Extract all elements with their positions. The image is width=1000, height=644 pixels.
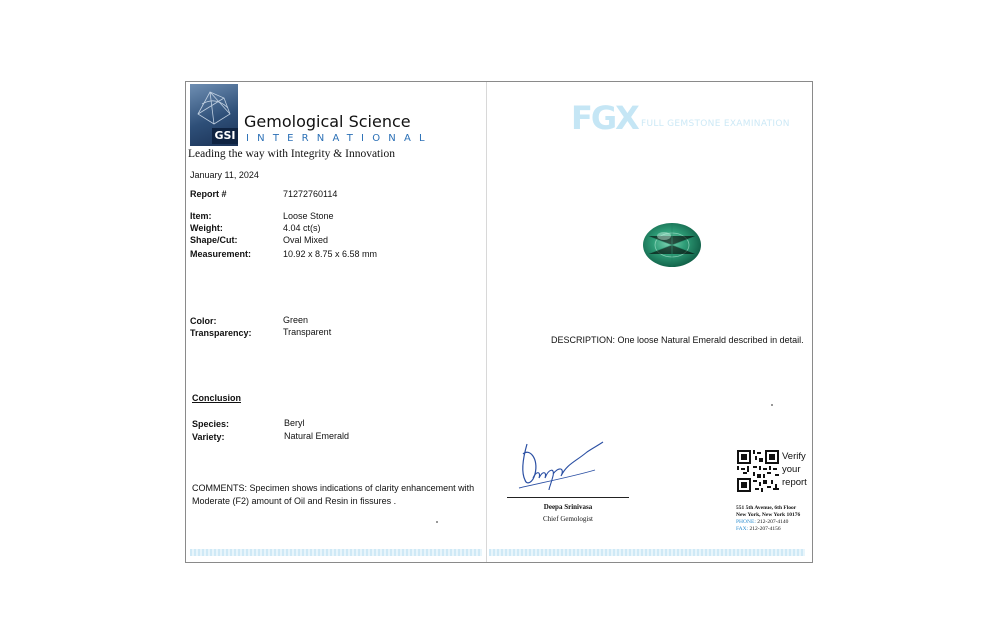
- signatory-name: Deepa Srinivasa: [543, 503, 593, 511]
- field-value-transparency: Transparent: [283, 327, 332, 337]
- emerald-gem-image: [642, 222, 702, 268]
- examination-title: FULL GEMSTONE EXAMINATION: [641, 119, 790, 129]
- examination-panel: [487, 82, 812, 562]
- report-number-label: Report #: [190, 189, 227, 199]
- phone-number: 212-207-4140: [757, 519, 789, 525]
- verify-text[interactable]: [782, 450, 807, 489]
- security-stripe: [489, 549, 805, 556]
- verify-line-1: Verify: [782, 451, 806, 462]
- field-value-measurement: 10.92 x 8.75 x 6.58 mm: [283, 249, 378, 259]
- speck: [436, 521, 438, 523]
- field-value-variety: Natural Emerald: [284, 431, 350, 441]
- signature-script: Deepa: [516, 494, 519, 495]
- address-line-1: 551 5th Avenue, 6th Floor: [736, 505, 797, 511]
- gsi-logo: [190, 84, 238, 146]
- fax-number: 212-207-4156: [749, 526, 781, 532]
- fax-label: FAX:: [736, 526, 749, 532]
- speck: [771, 404, 773, 406]
- fgx-logo: FGX: [571, 99, 638, 137]
- verify-line-2: your: [782, 464, 801, 475]
- comments-line-1: COMMENTS: Specimen shows indications of clarity enhancement with: [192, 483, 475, 493]
- signature-image: [515, 434, 609, 496]
- field-value-item: Loose Stone: [283, 211, 334, 221]
- field-label-species: Species:: [192, 419, 230, 429]
- qr-code[interactable]: [737, 450, 779, 492]
- field-label-variety: Variety:: [192, 432, 225, 442]
- field-label-color: Color:: [190, 316, 217, 326]
- conclusion-heading: Conclusion: [192, 393, 241, 403]
- brand-subtitle: INTERNATIONAL: [246, 133, 433, 144]
- field-value-shape: Oval Mixed: [283, 235, 329, 245]
- field-label-weight: Weight:: [190, 223, 223, 233]
- security-stripe: [190, 549, 482, 556]
- report-date: January 11, 2024: [190, 170, 259, 180]
- signatory-title: Chief Gemologist: [543, 515, 593, 523]
- field-label-transparency: Transparency:: [190, 328, 252, 338]
- report-panel: [186, 82, 486, 562]
- field-value-color: Green: [283, 315, 309, 325]
- gsi-badge: GSI: [212, 128, 238, 144]
- signature-line: [507, 497, 629, 498]
- address-line-2: New York, New York 10176: [736, 512, 801, 518]
- brand-tagline: Leading the way with Integrity & Innovation: [188, 148, 395, 160]
- comments-line-2: Moderate (F2) amount of Oil and Resin in fissures .: [192, 496, 397, 506]
- certificate: [185, 81, 813, 563]
- field-label-measurement: Measurement:: [190, 249, 252, 259]
- lab-address: [736, 505, 800, 533]
- report-number: 71272760114: [283, 189, 338, 199]
- crystal-icon: [190, 84, 238, 128]
- field-label-shape: Shape/Cut:: [190, 235, 238, 245]
- brand-title: Gemological Science: [244, 112, 411, 131]
- verify-line-3: report: [782, 477, 807, 488]
- phone-label: PHONE:: [736, 519, 756, 525]
- description-text: DESCRIPTION: One loose Natural Emerald described in detail.: [551, 335, 804, 345]
- field-value-weight: 4.04 ct(s): [283, 223, 321, 233]
- field-label-item: Item:: [190, 211, 212, 221]
- field-value-species: Beryl: [284, 418, 305, 428]
